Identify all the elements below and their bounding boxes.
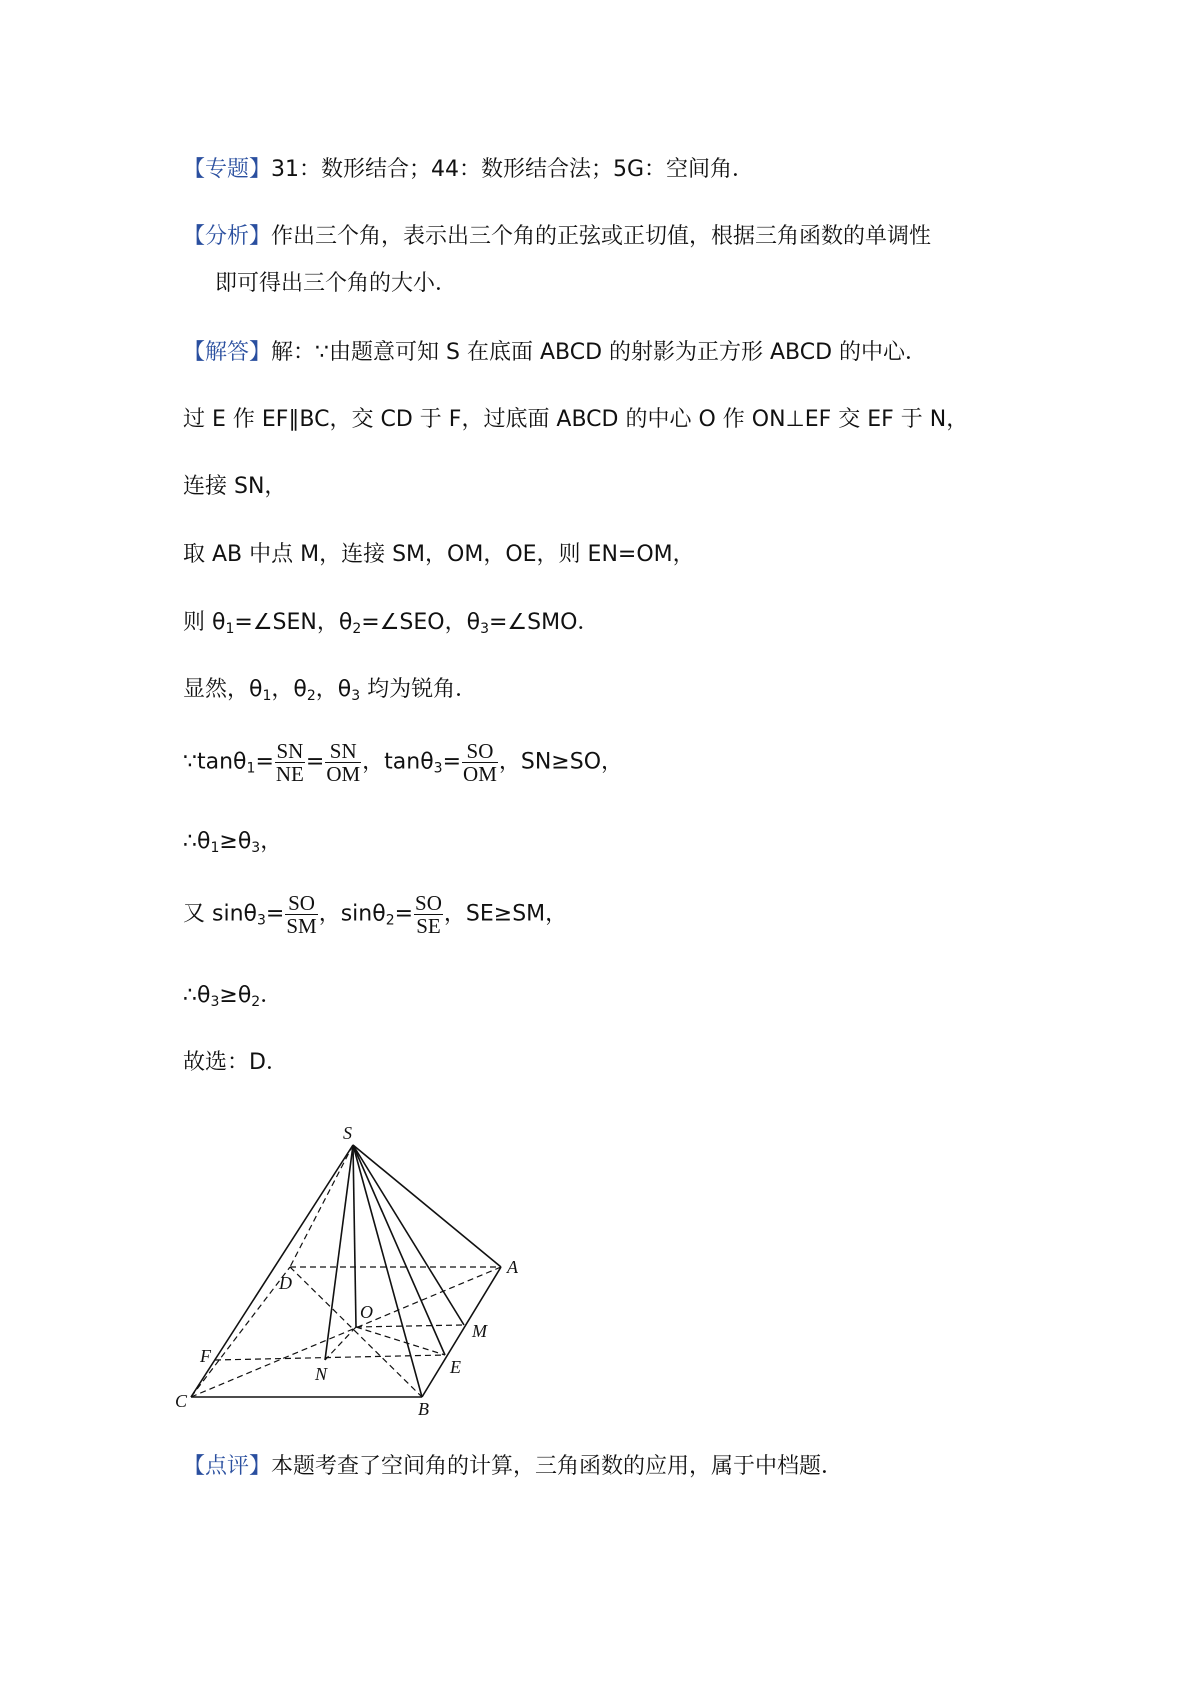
angles-p3: =∠SMO． [489, 610, 600, 635]
comment-text: 本题考查了空间角的计算，三角函数的应用，属于中档题． [271, 1454, 844, 1479]
fraction-numerator: SO [415, 891, 442, 915]
acute-p1: ，θ [271, 677, 307, 702]
sub-3: 3 [210, 994, 220, 1010]
fraction-so-om [462, 740, 498, 785]
edge-sd [290, 1145, 353, 1267]
topic-line [183, 155, 754, 185]
sub-1: 1 [246, 760, 256, 777]
tan-end: ，SN≥SO， [498, 749, 624, 775]
fraction-denominator: OM [326, 762, 361, 786]
acute-p2: ，θ [315, 677, 352, 702]
conclusion1-end: ， [260, 829, 283, 854]
conclusion2-end: ． [260, 983, 283, 1008]
conclusion1-prefix: ∴θ [183, 829, 211, 854]
angles-p2: =∠SEO，θ [361, 610, 481, 635]
label-b: B [418, 1399, 429, 1415]
sub-3: 3 [433, 760, 443, 777]
sin-prefix: 又 sinθ [183, 901, 257, 927]
solution-line-sin [183, 892, 567, 937]
sub-3: 3 [256, 912, 266, 929]
sub-1: 1 [225, 621, 235, 637]
label-n: N [315, 1364, 328, 1384]
solution-line-conclusion-2 [183, 981, 282, 1011]
fraction-denominator: NE [275, 762, 304, 786]
sub-2: 2 [306, 688, 316, 704]
tan-eq2: = [305, 749, 325, 775]
tan-prefix: ∵tanθ [183, 749, 247, 775]
solution-line-intro [183, 338, 927, 368]
tan-mid: ，tanθ [362, 749, 434, 775]
sin-eq2: = [394, 901, 414, 927]
sub-3: 3 [480, 621, 489, 637]
sub-3: 3 [351, 688, 361, 704]
comment-tag: 【点评】 [183, 1454, 272, 1479]
solution-intro: 解：∵由题意可知 S 在底面 ABCD 的射影为正方形 ABCD 的中心． [271, 340, 928, 365]
topic-tag: 【专题】 [183, 157, 272, 182]
analysis-text-1: 作出三个角，表示出三个角的正弦或正切值，根据三角函数的单调性 [271, 224, 932, 249]
fraction-so-sm [285, 892, 317, 937]
solution-line-conclusion-1 [183, 827, 282, 857]
solution-line-acute [183, 675, 477, 705]
sub-1: 1 [262, 688, 272, 704]
segment-om [356, 1325, 464, 1327]
solution-answer: 故选：D． [183, 1050, 288, 1075]
solution-line-angles [183, 608, 599, 638]
label-c: C [175, 1391, 188, 1411]
fraction-numerator: SO [285, 892, 317, 915]
solution-line-tan [183, 740, 623, 785]
sub-2: 2 [352, 621, 362, 637]
label-f: F [200, 1346, 211, 1366]
edge-sa [353, 1145, 501, 1267]
edge-so [353, 1145, 356, 1327]
sin-eq1: = [265, 901, 285, 927]
conclusion2-prefix: ∴θ [183, 983, 211, 1008]
angles-prefix: 则 θ [183, 610, 226, 635]
acute-p3: 均为锐角． [360, 677, 478, 702]
label-o: O [360, 1302, 373, 1322]
label-d: D [279, 1273, 292, 1293]
edge-sn [325, 1145, 353, 1360]
analysis-line-1 [183, 222, 931, 252]
fraction-numerator: SN [276, 739, 304, 763]
conclusion2-mid: ≥θ [219, 983, 252, 1008]
fraction-sn-ne [275, 740, 305, 785]
edge-sc [191, 1145, 353, 1397]
solution-line-midpoint: 取 AB 中点 M，连接 SM，OM，OE，则 EN=OM， [183, 542, 695, 567]
label-a: A [507, 1257, 518, 1277]
tan-eq3: = [442, 749, 462, 775]
analysis-line-2: 即可得出三个角的大小． [215, 271, 458, 296]
pyramid-figure [175, 1115, 535, 1415]
segment-oe [356, 1327, 445, 1355]
sin-end: ，SE≥SM， [443, 901, 568, 927]
comment-line [183, 1452, 843, 1482]
diag-ca [191, 1267, 501, 1397]
tan-eq1: = [255, 749, 274, 775]
sub-1: 1 [210, 840, 220, 856]
label-e: E [450, 1357, 461, 1377]
fraction-numerator: SO [462, 740, 498, 763]
fraction-so-se [414, 892, 443, 937]
sub-2: 2 [251, 994, 261, 1010]
label-m: M [472, 1321, 487, 1341]
solution-line-construct: 过 E 作 EF∥BC，交 CD 于 F，过底面 ABCD 的中心 O 作 ON⊥EF 交 EF 于 N， [183, 407, 969, 432]
fraction-numerator: SN [325, 740, 361, 763]
fraction-denominator: OM [463, 762, 497, 786]
segment-on [325, 1327, 356, 1360]
solution-tag: 【解答】 [183, 340, 272, 365]
conclusion1-mid: ≥θ [219, 829, 252, 854]
edge-ba [422, 1267, 501, 1397]
edge-sm [353, 1145, 464, 1325]
sub-2: 2 [385, 912, 395, 929]
topic-text: 31：数形结合；44：数形结合法；5G：空间角． [271, 157, 755, 182]
angles-p1: =∠SEN，θ [234, 610, 353, 635]
sin-mid: ，sinθ [318, 901, 386, 927]
edge-cd [191, 1267, 290, 1397]
sub-3: 3 [251, 840, 261, 856]
edge-sb [353, 1145, 422, 1397]
label-s: S [343, 1123, 352, 1143]
acute-prefix: 显然，θ [183, 677, 263, 702]
fraction-denominator: SE [416, 914, 441, 938]
analysis-tag: 【分析】 [183, 224, 272, 249]
fraction-denominator: SM [286, 914, 317, 938]
solution-line-connect: 连接 SN， [183, 474, 287, 499]
fraction-sn-om [325, 740, 361, 785]
